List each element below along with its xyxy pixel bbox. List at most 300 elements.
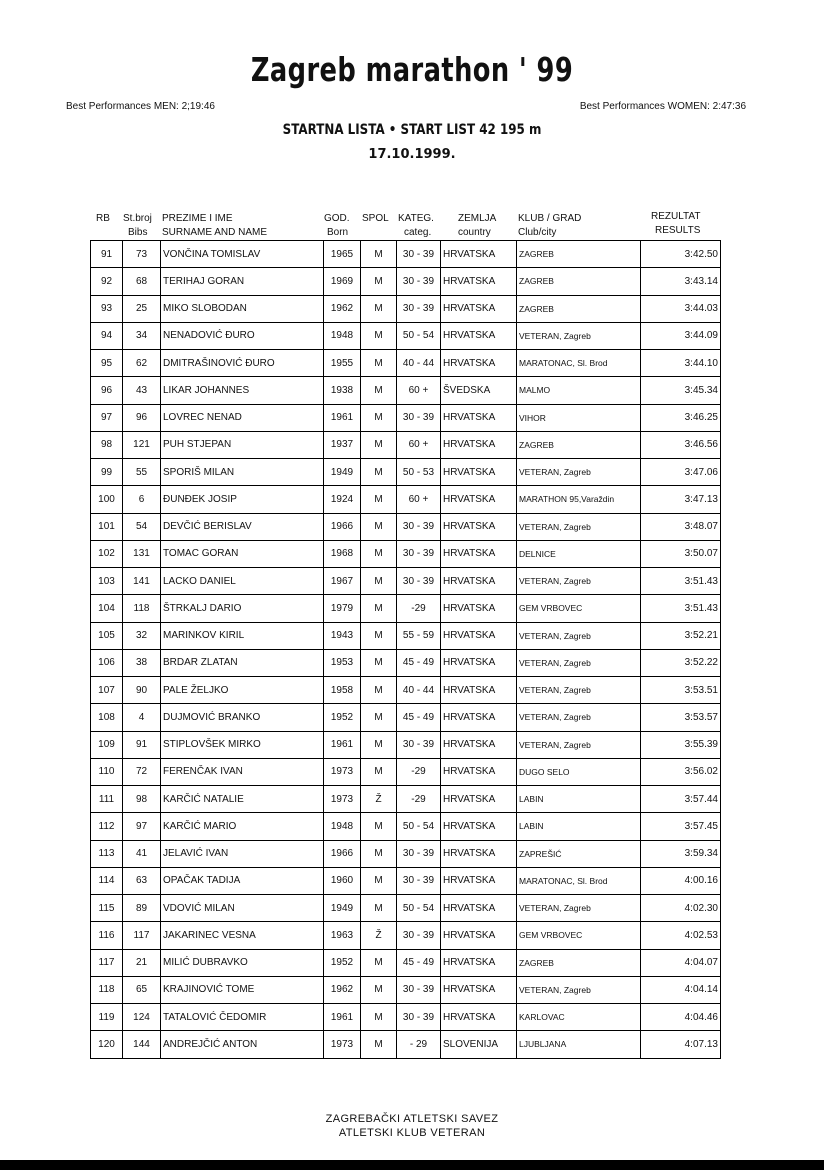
table-row [91,486,721,513]
cell-sex: M [361,595,397,622]
cell-bib: 65 [123,976,161,1003]
footer [0,1112,824,1140]
cell-category: 50 - 53 [397,459,441,486]
cell-country: HRVATSKA [441,704,517,731]
cell-result: 4:07.13 [641,1031,721,1058]
scan-border [0,1160,824,1170]
cell-result: 3:43.14 [641,268,721,295]
table-row [91,622,721,649]
cell-sex: M [361,377,397,404]
cell-result: 4:02.30 [641,895,721,922]
cell-name: MILIĆ DUBRAVKO [161,949,324,976]
cell-bib: 43 [123,377,161,404]
col-category-en: categ. [404,227,432,238]
best-performance-women: Best Performances WOMEN: 2:47:36 [579,101,746,112]
cell-rb: 101 [91,513,123,540]
cell-born: 1948 [324,322,361,349]
cell-result: 4:04.46 [641,1004,721,1031]
table-row [91,1004,721,1031]
cell-sex: M [361,1031,397,1058]
cell-club: VETERAN, Zagreb [517,704,641,731]
cell-club: VETERAN, Zagreb [517,568,641,595]
cell-rb: 120 [91,1031,123,1058]
cell-country: HRVATSKA [441,431,517,458]
cell-club: VETERAN, Zagreb [517,649,641,676]
footer-federation: ZAGREBAČKI ATLETSKI SAVEZ [325,1113,499,1125]
cell-sex: M [361,431,397,458]
cell-category: 30 - 39 [397,922,441,949]
col-name-en: SURNAME AND NAME [162,227,268,238]
col-bib: St.broj [123,213,152,224]
cell-bib: 34 [123,322,161,349]
cell-sex: M [361,867,397,894]
cell-category: 60 + [397,431,441,458]
cell-club: LABIN [517,813,641,840]
cell-category: 30 - 39 [397,404,441,431]
cell-rb: 93 [91,295,123,322]
cell-result: 3:51.43 [641,568,721,595]
cell-name: FERENČAK IVAN [161,758,324,785]
cell-category: 40 - 44 [397,677,441,704]
cell-born: 1952 [324,949,361,976]
table-row [91,813,721,840]
cell-club: ZAGREB [517,431,641,458]
cell-rb: 96 [91,377,123,404]
cell-born: 1960 [324,867,361,894]
cell-bib: 144 [123,1031,161,1058]
cell-country: HRVATSKA [441,677,517,704]
start-list-table [90,240,721,1059]
cell-country: HRVATSKA [441,731,517,758]
table-row [91,241,721,268]
cell-bib: 72 [123,758,161,785]
cell-born: 1961 [324,731,361,758]
cell-club: ZAGREB [517,268,641,295]
cell-club: MARATHON 95,Varaždin [517,486,641,513]
cell-result: 4:04.07 [641,949,721,976]
cell-name: ŠTRKALJ DARIO [161,595,324,622]
cell-name: LOVREC NENAD [161,404,324,431]
cell-rb: 119 [91,1004,123,1031]
cell-name: OPAČAK TADIJA [161,867,324,894]
cell-name: LACKO DANIEL [161,568,324,595]
cell-born: 1961 [324,1004,361,1031]
cell-category: 50 - 54 [397,895,441,922]
col-result: REZULTAT [651,211,701,222]
cell-bib: 73 [123,241,161,268]
cell-rb: 109 [91,731,123,758]
cell-rb: 108 [91,704,123,731]
cell-country: ŠVEDSKA [441,377,517,404]
cell-sex: M [361,758,397,785]
cell-club: VETERAN, Zagreb [517,976,641,1003]
table-row [91,731,721,758]
col-result-en: RESULTS [655,225,701,236]
table-row [91,295,721,322]
col-rb: RB [96,213,110,224]
cell-born: 1938 [324,377,361,404]
col-club-en: Club/city [518,227,557,238]
cell-result: 3:47.13 [641,486,721,513]
cell-born: 1973 [324,786,361,813]
cell-club: ZAGREB [517,241,641,268]
table-row [91,786,721,813]
cell-bib: 98 [123,786,161,813]
cell-category: 30 - 39 [397,976,441,1003]
cell-result: 3:50.07 [641,540,721,567]
cell-born: 1943 [324,622,361,649]
cell-country: HRVATSKA [441,622,517,649]
cell-category: 30 - 39 [397,268,441,295]
race-date: 17.10.1999. [368,147,456,162]
cell-name: LIKAR JOHANNES [161,377,324,404]
cell-club: DELNICE [517,540,641,567]
table-row [91,949,721,976]
cell-club: GEM VRBOVEC [517,595,641,622]
cell-rb: 115 [91,895,123,922]
cell-name: MARINKOV KIRIL [161,622,324,649]
cell-club: VETERAN, Zagreb [517,459,641,486]
cell-result: 3:44.09 [641,322,721,349]
col-country-en: country [458,227,491,238]
cell-name: VDOVIĆ MILAN [161,895,324,922]
cell-category: 30 - 39 [397,867,441,894]
cell-born: 1979 [324,595,361,622]
cell-category: 50 - 54 [397,322,441,349]
cell-result: 3:55.39 [641,731,721,758]
cell-sex: M [361,1004,397,1031]
footer-club: ATLETSKI KLUB VETERAN [338,1127,486,1139]
cell-name: PUH STJEPAN [161,431,324,458]
cell-sex: M [361,976,397,1003]
cell-sex: M [361,731,397,758]
cell-bib: 124 [123,1004,161,1031]
cell-name: STIPLOVŠEK MIRKO [161,731,324,758]
document-title: Zagreb marathon ' 99 [250,50,574,89]
table-body [91,241,721,1059]
cell-category: 45 - 49 [397,949,441,976]
cell-result: 3:46.25 [641,404,721,431]
cell-category: -29 [397,758,441,785]
cell-category: 30 - 39 [397,568,441,595]
cell-category: -29 [397,595,441,622]
cell-club: DUGO SELO [517,758,641,785]
table-row [91,459,721,486]
table-row [91,404,721,431]
cell-bib: 62 [123,350,161,377]
cell-name: BRDAR ZLATAN [161,649,324,676]
cell-born: 1965 [324,241,361,268]
cell-rb: 105 [91,622,123,649]
cell-name: DEVČIĆ BERISLAV [161,513,324,540]
cell-rb: 98 [91,431,123,458]
cell-club: VETERAN, Zagreb [517,513,641,540]
cell-name: ĐUNĐEK JOSIP [161,486,324,513]
cell-born: 1973 [324,1031,361,1058]
cell-sex: M [361,568,397,595]
cell-bib: 6 [123,486,161,513]
cell-rb: 116 [91,922,123,949]
cell-name: SPORIŠ MILAN [161,459,324,486]
cell-bib: 90 [123,677,161,704]
cell-bib: 89 [123,895,161,922]
col-name: PREZIME I IME [162,213,233,224]
cell-born: 1955 [324,350,361,377]
cell-sex: M [361,704,397,731]
table-row [91,677,721,704]
cell-category: 60 + [397,486,441,513]
cell-sex: M [361,513,397,540]
cell-category: 30 - 39 [397,241,441,268]
cell-born: 1962 [324,295,361,322]
cell-sex: Ž [361,922,397,949]
cell-result: 3:57.45 [641,813,721,840]
cell-sex: M [361,268,397,295]
cell-rb: 100 [91,486,123,513]
cell-result: 3:44.03 [641,295,721,322]
cell-country: HRVATSKA [441,1004,517,1031]
cell-country: HRVATSKA [441,786,517,813]
cell-category: 55 - 59 [397,622,441,649]
cell-rb: 112 [91,813,123,840]
cell-country: HRVATSKA [441,813,517,840]
cell-rb: 97 [91,404,123,431]
cell-name: JAKARINEC VESNA [161,922,324,949]
cell-country: HRVATSKA [441,949,517,976]
cell-result: 4:00.16 [641,867,721,894]
cell-country: HRVATSKA [441,350,517,377]
cell-name: KARČIĆ NATALIE [161,786,324,813]
cell-bib: 68 [123,268,161,295]
cell-category: 45 - 49 [397,704,441,731]
cell-bib: 41 [123,840,161,867]
cell-country: HRVATSKA [441,840,517,867]
cell-result: 4:02.53 [641,922,721,949]
cell-club: MALMO [517,377,641,404]
cell-category: 30 - 39 [397,295,441,322]
cell-rb: 106 [91,649,123,676]
cell-result: 3:42.50 [641,241,721,268]
cell-bib: 97 [123,813,161,840]
cell-category: 30 - 39 [397,731,441,758]
cell-bib: 91 [123,731,161,758]
cell-country: HRVATSKA [441,976,517,1003]
cell-country: HRVATSKA [441,241,517,268]
table-row [91,704,721,731]
cell-result: 3:57.44 [641,786,721,813]
cell-born: 1966 [324,840,361,867]
cell-bib: 25 [123,295,161,322]
cell-born: 1958 [324,677,361,704]
cell-born: 1963 [324,922,361,949]
cell-rb: 95 [91,350,123,377]
cell-sex: Ž [361,786,397,813]
cell-category: 45 - 49 [397,649,441,676]
cell-name: KRAJINOVIĆ TOME [161,976,324,1003]
cell-sex: M [361,486,397,513]
cell-result: 3:51.43 [641,595,721,622]
cell-name: ANDREJČIĆ ANTON [161,1031,324,1058]
cell-rb: 113 [91,840,123,867]
table-row [91,922,721,949]
cell-rb: 118 [91,976,123,1003]
cell-rb: 92 [91,268,123,295]
cell-name: JELAVIĆ IVAN [161,840,324,867]
cell-born: 1953 [324,649,361,676]
cell-country: HRVATSKA [441,459,517,486]
cell-bib: 117 [123,922,161,949]
cell-result: 3:45.34 [641,377,721,404]
table-row [91,895,721,922]
cell-country: HRVATSKA [441,322,517,349]
cell-club: VETERAN, Zagreb [517,322,641,349]
cell-name: DMITRAŠINOVIĆ ĐURO [161,350,324,377]
cell-country: SLOVENIJA [441,1031,517,1058]
cell-country: HRVATSKA [441,486,517,513]
cell-category: 30 - 39 [397,513,441,540]
cell-bib: 4 [123,704,161,731]
cell-name: PALE ŽELJKO [161,677,324,704]
cell-sex: M [361,813,397,840]
cell-club: MARATONAC, Sl. Brod [517,867,641,894]
cell-born: 1967 [324,568,361,595]
cell-rb: 104 [91,595,123,622]
table-row [91,431,721,458]
cell-sex: M [361,322,397,349]
cell-club: KARLOVAC [517,1004,641,1031]
cell-sex: M [361,949,397,976]
cell-bib: 63 [123,867,161,894]
cell-rb: 114 [91,867,123,894]
cell-country: HRVATSKA [441,649,517,676]
col-sex: SPOL [362,213,389,224]
cell-country: HRVATSKA [441,895,517,922]
table-row [91,513,721,540]
col-country: ZEMLJA [458,213,497,224]
cell-born: 1948 [324,813,361,840]
cell-result: 3:48.07 [641,513,721,540]
table-row [91,540,721,567]
col-category: KATEG. [398,213,434,224]
table-row [91,595,721,622]
cell-category: 40 - 44 [397,350,441,377]
cell-country: HRVATSKA [441,595,517,622]
cell-result: 3:59.34 [641,840,721,867]
cell-bib: 141 [123,568,161,595]
table-row [91,649,721,676]
cell-name: NENADOVIĆ ĐURO [161,322,324,349]
cell-rb: 107 [91,677,123,704]
col-born-en: Born [327,227,349,238]
cell-country: HRVATSKA [441,268,517,295]
cell-born: 1973 [324,758,361,785]
cell-bib: 118 [123,595,161,622]
cell-rb: 99 [91,459,123,486]
cell-category: 50 - 54 [397,813,441,840]
cell-rb: 94 [91,322,123,349]
cell-country: HRVATSKA [441,404,517,431]
cell-bib: 54 [123,513,161,540]
cell-result: 3:52.21 [641,622,721,649]
cell-sex: M [361,677,397,704]
cell-country: HRVATSKA [441,758,517,785]
cell-sex: M [361,404,397,431]
cell-country: HRVATSKA [441,295,517,322]
col-bib-en: Bibs [128,227,148,238]
cell-club: GEM VRBOVEC [517,922,641,949]
cell-result: 3:44.10 [641,350,721,377]
table-row [91,840,721,867]
cell-bib: 131 [123,540,161,567]
cell-born: 1962 [324,976,361,1003]
cell-club: VETERAN, Zagreb [517,622,641,649]
cell-result: 3:53.57 [641,704,721,731]
cell-result: 4:04.14 [641,976,721,1003]
table-row [91,1031,721,1058]
cell-sex: M [361,295,397,322]
cell-name: TATALOVIĆ ČEDOMIR [161,1004,324,1031]
cell-club: ZAGREB [517,949,641,976]
cell-sex: M [361,540,397,567]
cell-rb: 103 [91,568,123,595]
cell-born: 1961 [324,404,361,431]
table-header [90,210,720,240]
cell-result: 3:53.51 [641,677,721,704]
cell-bib: 121 [123,431,161,458]
cell-rb: 91 [91,241,123,268]
cell-born: 1966 [324,513,361,540]
cell-category: - 29 [397,1031,441,1058]
cell-club: VETERAN, Zagreb [517,677,641,704]
cell-result: 3:52.22 [641,649,721,676]
cell-born: 1924 [324,486,361,513]
cell-born: 1969 [324,268,361,295]
cell-country: HRVATSKA [441,867,517,894]
cell-club: VIHOR [517,404,641,431]
table-row [91,758,721,785]
cell-born: 1949 [324,459,361,486]
cell-club: LJUBLJANA [517,1031,641,1058]
cell-bib: 55 [123,459,161,486]
table-row [91,976,721,1003]
col-born: GOD. [324,213,350,224]
cell-category: 60 + [397,377,441,404]
cell-rb: 102 [91,540,123,567]
best-performance-men: Best Performances MEN: 2;19:46 [66,101,215,112]
cell-sex: M [361,241,397,268]
col-club: KLUB / GRAD [518,213,582,224]
cell-name: MIKO SLOBODAN [161,295,324,322]
cell-club: ZAGREB [517,295,641,322]
cell-name: DUJMOVIĆ BRANKO [161,704,324,731]
cell-category: 30 - 39 [397,1004,441,1031]
cell-result: 3:56.02 [641,758,721,785]
cell-name: KARČIĆ MARIO [161,813,324,840]
cell-club: MARATONAC, Sl. Brod [517,350,641,377]
cell-rb: 117 [91,949,123,976]
cell-country: HRVATSKA [441,922,517,949]
cell-bib: 96 [123,404,161,431]
cell-bib: 38 [123,649,161,676]
cell-country: HRVATSKA [441,540,517,567]
cell-category: 30 - 39 [397,840,441,867]
cell-result: 3:46.56 [641,431,721,458]
cell-club: LABIN [517,786,641,813]
table-row [91,350,721,377]
cell-rb: 110 [91,758,123,785]
cell-sex: M [361,649,397,676]
cell-sex: M [361,895,397,922]
